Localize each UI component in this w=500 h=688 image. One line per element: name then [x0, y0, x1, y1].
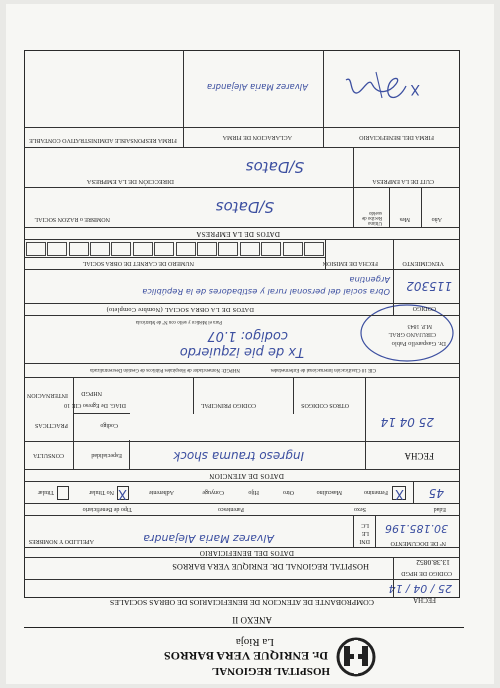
- stamp-line2: CIRUJANO GRAL: [388, 331, 436, 337]
- hospital-logo-icon: [336, 636, 376, 678]
- doc-type-lc: LC: [361, 522, 369, 528]
- razon-label: NOMBRE o RAZON SOCIAL: [34, 216, 110, 222]
- direccion-label: DIRECCIÓN DE LA EMPRESA: [86, 178, 174, 185]
- hospital-name-line2: Dr. ENRIQUE VERA BARROS: [163, 649, 328, 663]
- firma-beneficiario-label: FIRMA DEL BENEFICIARIO: [359, 134, 434, 140]
- fecha-label: FECHA: [413, 596, 436, 604]
- handwritten-code: codigo: 1.07: [207, 328, 288, 343]
- edad-value: 45: [428, 486, 444, 500]
- doc-type-le: LE: [361, 530, 369, 536]
- carnet-digit-cell: [47, 242, 67, 256]
- option-adherente: Adherente: [149, 489, 174, 495]
- option-no-titular: No Titular: [89, 489, 114, 495]
- parentesco-label: Parentesco: [218, 506, 244, 512]
- carnet-digit-cell: [304, 242, 324, 256]
- carnet-numero-label: NUMERO DE CARNET DE OBRA SOCIAL: [82, 260, 194, 266]
- option-femenino: Femenino: [364, 489, 388, 495]
- ultimo-recibo-label: Ultimo Recibo de sueldo: [361, 210, 382, 225]
- mes-label: Mes: [399, 216, 410, 222]
- header-divider: [24, 627, 464, 628]
- name-label: APELLIDO Y NOMBRES: [28, 538, 94, 544]
- codigo-label: Codigo: [100, 422, 118, 428]
- hospital-name: HOSPITAL REGIONAL DR. ENRIQUE VERA BARROS: [172, 562, 369, 571]
- carnet-digit-cell: [133, 242, 153, 256]
- consulta-label: CONSULTA: [33, 452, 64, 458]
- tipo-label: Tipo de Beneficiario: [82, 506, 132, 512]
- direccion-value: S/Datos: [245, 158, 304, 176]
- aclaracion-label: ACLARACION DE FIRMA: [222, 134, 292, 140]
- carnet-digit-cell: [26, 242, 46, 256]
- carnet-digit-cell: [197, 242, 217, 256]
- paper-sheet: [6, 4, 494, 684]
- femenino-mark: X: [395, 486, 404, 501]
- checkbox-titular: [57, 486, 69, 500]
- hpgd-label: CODIGO DE HPGD: [401, 570, 452, 576]
- especialidad-value: Ingreso trauma shock: [173, 449, 304, 463]
- obra-social-codigo-label: CODIGO: [412, 305, 436, 311]
- hpgd-value: 13.38.0852: [416, 558, 450, 567]
- handwritten-diagnosis: Tx de pie izquierdo: [179, 344, 304, 359]
- carnet-digit-cell: [69, 242, 89, 256]
- carnet-digit-cell: [283, 242, 303, 256]
- obra-social-name: Obra social del personal rural y estibadores de la República Argentina: [142, 275, 390, 297]
- especialidad-label: Especialidad: [91, 452, 122, 458]
- option-hijo: Hijo: [248, 489, 259, 495]
- annex-label: ANEXO II: [232, 615, 272, 625]
- empresa-section-title: DATOS DE LA EMPRESA: [196, 230, 280, 238]
- carnet-digit-cell: [154, 242, 174, 256]
- sexo-label: Sexo: [354, 506, 366, 512]
- name-value: Alvarez Maria Alejandra: [143, 532, 274, 545]
- beneficiary-signature-icon: [342, 66, 412, 106]
- title-divider: [393, 558, 394, 598]
- medico-note: Para el Médico y sello con Nº de Matrícula: [135, 319, 222, 324]
- diag-label: DIAG. De Egreso CIE 10: [64, 402, 126, 408]
- carnet-digit-cell: [240, 242, 260, 256]
- carnet-digit-cell: [90, 242, 110, 256]
- carnet-vencimiento-label: VENCIMIENTO: [402, 260, 444, 266]
- nomenclator-note: NHPGD: Nomenclador de Hospitales Públicos de Gestión Descentralizada: [90, 367, 240, 372]
- hospital-name-line1: HOSPITAL REGIONAL: [211, 665, 330, 677]
- aclaracion-value: Alvarez Maria Alejandra: [206, 81, 308, 91]
- nhpgd-label: NHPGD: [81, 390, 102, 396]
- firma-responsable-label: FIRMA RESPONSABLE ADMINISTRATIVO CONTABLE: [29, 137, 177, 143]
- atencion-fecha-label: FECHA: [404, 451, 434, 461]
- internacion-label: INTERNACION: [27, 392, 68, 398]
- option-otro: Otro: [283, 489, 294, 495]
- stamp-line3: M.P. 1843: [407, 323, 432, 329]
- obra-social-code: 115302: [406, 279, 452, 293]
- obra-social-section-title: DATOS DE LA OBRA SOCIAL (Nombre Completo): [106, 306, 254, 313]
- carnet-digit-cell: [218, 242, 238, 256]
- signature-mark: X: [410, 81, 420, 97]
- razon-value: S/Datos: [215, 198, 274, 216]
- no-titular-mark: X: [118, 486, 127, 501]
- fecha-value: 25 / 04 / 14: [388, 582, 452, 595]
- practicas-label: PRACTICAS: [34, 422, 68, 428]
- doc-label: Nº DE DOCUMENTO: [390, 540, 446, 546]
- anio-label: Año: [431, 216, 442, 222]
- option-titular: Titular: [37, 489, 54, 495]
- stamp-line1: Dr. Gasparello Pablo: [391, 340, 446, 347]
- title-row-bottom: [24, 579, 460, 580]
- carnet-digit-cell: [176, 242, 196, 256]
- cuit-label: CUIT DE LA EMPRESA: [372, 178, 434, 184]
- option-masculino: Masculino: [316, 489, 342, 495]
- beneficiario-section-title: DATOS DEL BENEFICIARIO: [199, 549, 294, 557]
- option-conyuge: Conyuge: [202, 489, 224, 495]
- codigo-principal-label: CODIGO PRINCIPAL: [200, 402, 256, 408]
- atencion-fecha-value: 25 04 14: [380, 415, 434, 429]
- atencion-section-title: DATOS DE ATENCION: [209, 472, 284, 480]
- cie-note: CIE 10 Clasificación Internacional de Enfermedades: [270, 367, 376, 372]
- carnet-emision-label: FECHA DE EMISION: [322, 260, 378, 266]
- carnet-digit-cell: [261, 242, 281, 256]
- edad-label: Edad: [433, 506, 446, 512]
- otros-codigos-label: OTROS CODIGOS: [301, 402, 349, 408]
- doc-type-dni: DNI: [359, 538, 370, 544]
- carnet-digit-cell: [111, 242, 131, 256]
- hospital-name-line3: La Rioja: [235, 636, 274, 648]
- doc-value: 30.185.196: [385, 522, 448, 535]
- form-title: COMPROBANTE DE ATENCION DE BENEFICIARIOS DE OBRAS SOCIALES: [109, 598, 374, 607]
